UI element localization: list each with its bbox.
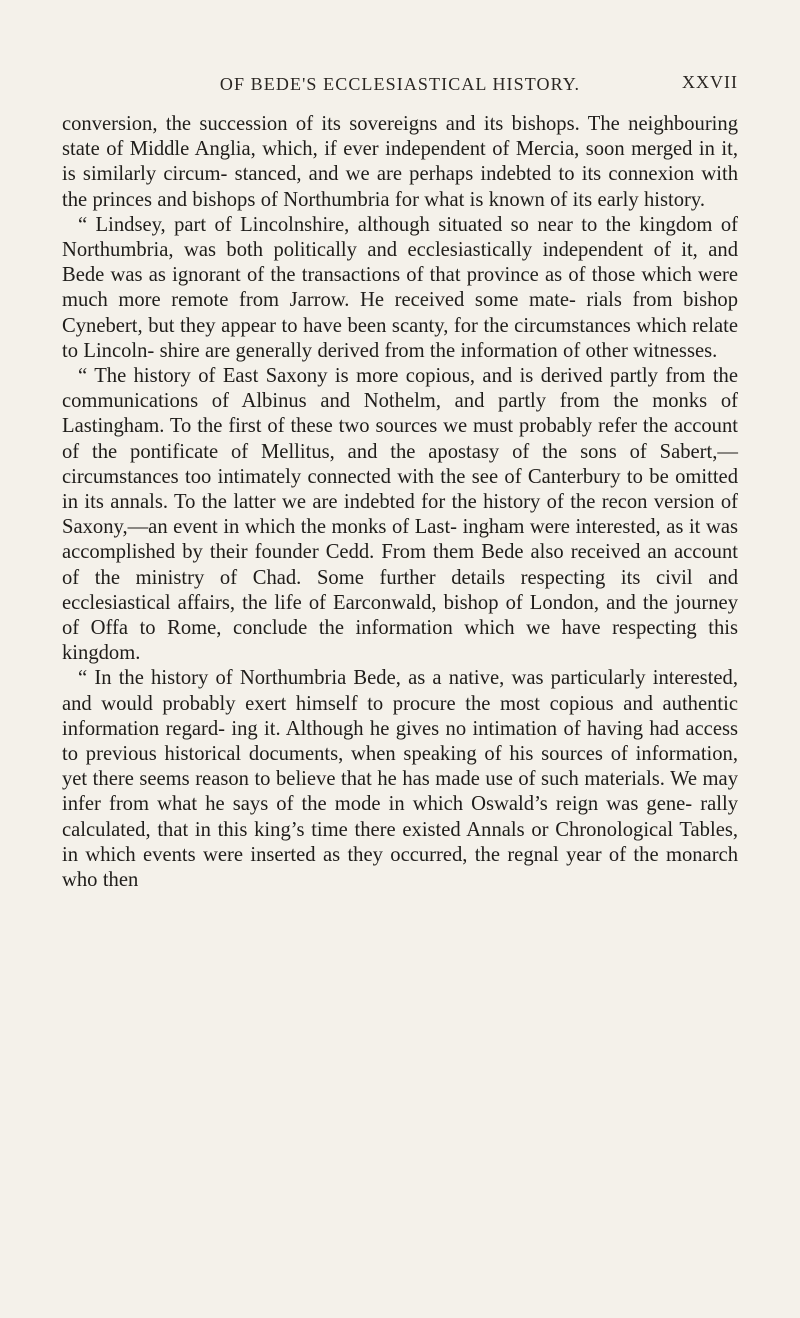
paragraph-1: conversion, the succession of its sovereigns and its bishops. The neighbouring state of Middle Anglia, which, if ever independent of Mercia, soon merged in it, is similarly circum- stanced, and we are perhaps indebted to its connexion with the princes and bishops of Northumbria for what is known of its early history. [62, 113, 738, 211]
running-header [62, 72, 738, 96]
paragraph-4: “ In the history of Northumbria Bede, as a native, was particularly interested, and would probably exert himself to procure the most copious and authentic information regard- ing it. Although he gives no intimation of having had access to previous historical documents, when speaking of his sources of information, yet there seems reason to believe that he has made use of such materials. We may infer from what he says of the mode in which Oswald’s reign was gene- rally calculated, that in this king’s time there existed Annals or Chronological Tables, in which events were inserted as they occurred, the regnal year of the monarch who then [62, 667, 738, 892]
paragraph-2: “ Lindsey, part of Lincolnshire, although situated so near to the kingdom of Northumbria, was both politically and ecclesiastically independent of it, and Bede was as ignorant of the transactions of that province as of those which were much more remote from Jarrow. He received some mate- rials from bishop Cynebert, but they appear to have been scanty, for the circumstances which relate to Lincoln- shire are generally derived from the information of other witnesses. [62, 213, 738, 362]
paragraph-3: “ The history of East Saxony is more copious, and is derived partly from the communications of Albinus and Nothelm, and partly from the monks of Lastingham. To the first of these two sources we must probably refer the account of the pontificate of Mellitus, and the apostasy of the sons of Sabert,—circumstances too intimately connected with the see of Canterbury to be omitted in its annals. To the latter we are indebted for the history of the recon version of Saxony,—an event in which the monks of Last- ingham were interested, as it was accomplished by their founder Cedd. From them Bede also received an account of the ministry of Chad. Some further details respecting its civil and ecclesiastical affairs, the life of Earconwald, bishop of London, and the journey of Offa to Rome, conclude the information which we have respecting this kingdom. [62, 365, 738, 665]
page-number: XXVII [682, 72, 738, 92]
running-header-title: OF BEDE'S ECCLESIASTICAL HISTORY. [219, 73, 581, 94]
body-text [62, 112, 738, 893]
